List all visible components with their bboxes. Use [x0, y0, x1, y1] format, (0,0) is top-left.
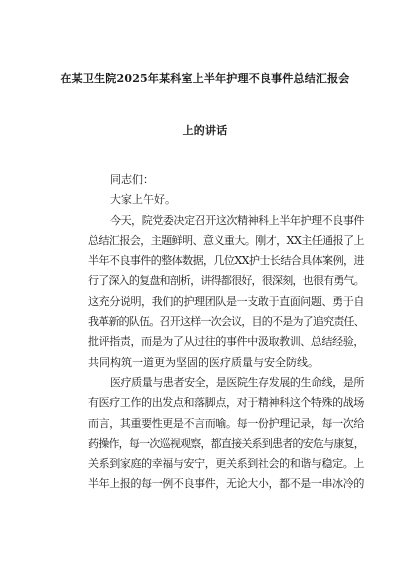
- body-line: 而言，其重要性更是不言而喻。每一份护理记录，每一次给: [88, 416, 364, 430]
- body-line: 药操作，每一次巡视观察，都直接关系到患者的安危与康复，: [88, 436, 364, 450]
- body-line: 批评指责，而是为了从过往的事件中汲取教训、总结经验，: [88, 335, 364, 349]
- body-line: 半年上报的每一例不良事件，无论大小，都不是一串冰冷的: [88, 477, 364, 491]
- body-line: 半年不良事件的整体数据，几位XX护士长结合具体案例，进: [88, 254, 364, 268]
- body-line: 大家上午好。: [110, 193, 176, 207]
- body-line: 同志们：: [110, 173, 154, 186]
- body-line: 行了深入的复盘和剖析，讲得都很好，很深刻，也很有勇气。: [88, 274, 364, 288]
- body-line: 这充分说明，我们的护理团队是一支敢于直面问题、勇于自: [88, 294, 364, 308]
- document-title-continued: 上的讲话: [182, 124, 228, 137]
- body-line: 共同构筑一道更为坚固的医疗质量与安全防线。: [88, 355, 319, 369]
- body-line: 关系到家庭的幸福与安宁，更关系到社会的和谐与稳定。上: [88, 457, 364, 471]
- body-line: 总结汇报会，主题鲜明、意义重大。刚才，XX主任通报了上: [88, 233, 364, 247]
- body-line: 医疗质量与患者安全，是医院生存发展的生命线，是所: [110, 375, 364, 389]
- body-line: 有医疗工作的出发点和落脚点，对于精神科这个特殊的战场: [88, 396, 364, 410]
- body-line: 我革新的队伍。召开这样一次会议，目的不是为了追究责任、: [88, 315, 364, 329]
- speech-body: [88, 170, 364, 495]
- document-title: 在某卫生院2025年某科室上半年护理不良事件总结汇报会: [60, 72, 350, 85]
- body-line: 今天，院党委决定召开这次精神科上半年护理不良事件: [110, 213, 364, 227]
